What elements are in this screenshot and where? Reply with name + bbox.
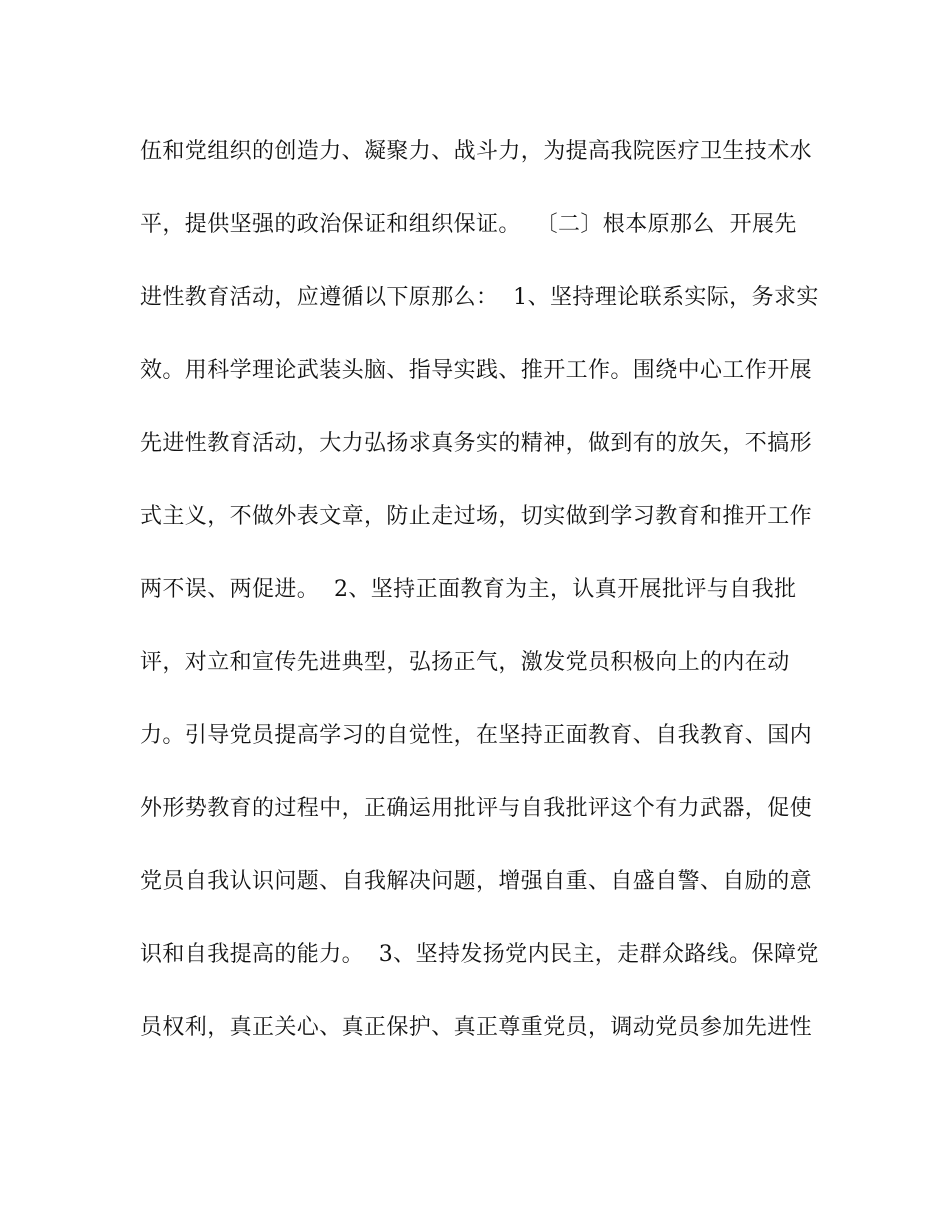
text-line-12: 识和自我提高的能力。 3、坚持发扬党内民主，走群众路线。保障党 — [140, 942, 819, 967]
text-line-9: 力。引导党员提高学习的自觉性，在坚持正面教育、自我教育、国内 — [140, 723, 813, 748]
text-line-7: 两不误、两促进。 2、坚持正面教育为主，认真开展批评与自我批 — [140, 577, 797, 602]
text-line-3: 进性教育活动，应遵循以下原那么： 1、坚持理论联系实际，务求实 — [140, 285, 819, 310]
text-line-13: 员权利，真正关心、真正保护、真正尊重党员，调动党员参加先进性 — [140, 1015, 813, 1040]
text-line-8: 评，对立和宣传先进典型，弘扬正气，激发党员积极向上的内在动 — [140, 650, 790, 675]
text-line-11: 党员自我认识问题、自我解决问题，增强自重、自盛自警、自励的意 — [140, 869, 813, 894]
text-line-1: 伍和党组织的创造力、凝聚力、战斗力，为提高我院医疗卫生技术水 — [140, 139, 813, 164]
text-line-4: 效。用科学理论武装头脑、指导实践、推开工作。围绕中心工作开展 — [140, 358, 813, 383]
text-line-5: 先进性教育活动，大力弘扬求真务实的精神，做到有的放矢，不搞形 — [140, 431, 813, 456]
text-line-10: 外形势教育的过程中，正确运用批评与自我批评这个有力武器，促使 — [140, 796, 813, 821]
text-line-2: 平，提供坚强的政治保证和组织保证。 〔二〕根本原那么 开展先 — [140, 212, 797, 237]
body-text — [140, 128, 820, 1077]
text-line-6: 式主义，不做外表文章，防止走过场，切实做到学习教育和推开工作 — [140, 504, 813, 529]
